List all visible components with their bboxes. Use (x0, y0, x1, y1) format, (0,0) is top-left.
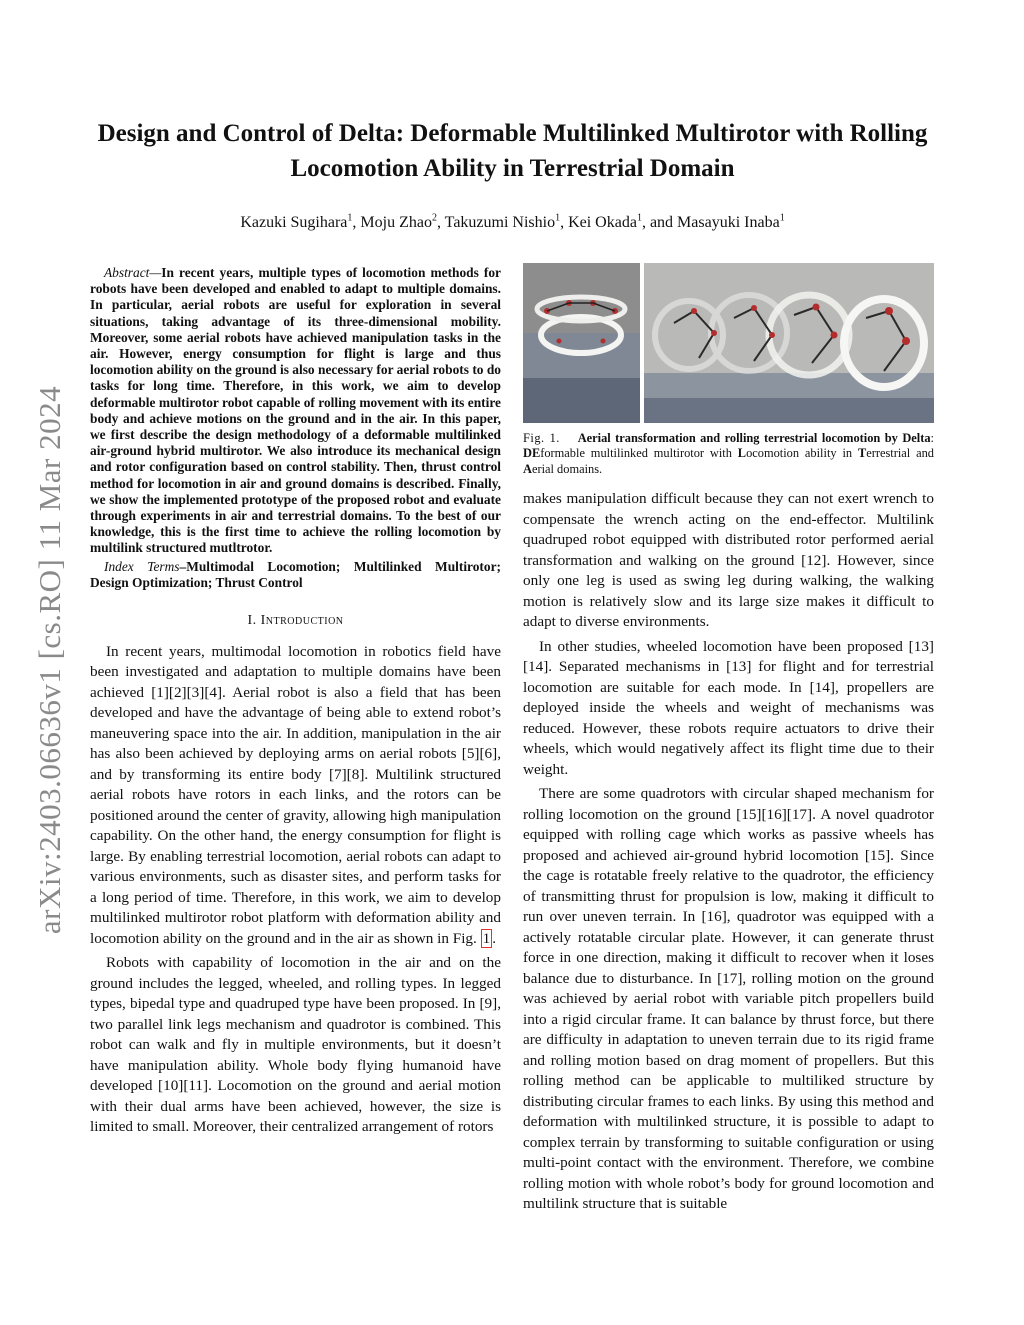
arxiv-identifier-text: arXiv:2403.06636v1 [cs.RO] 11 Mar 2024 (32, 385, 68, 935)
figure-label: Fig. 1. (523, 431, 560, 445)
right-column (523, 265, 934, 1219)
left-column (90, 265, 501, 1142)
intro-paragraph-2: Robots with capability of locomotion in the air and on the ground includes the legged, wheeled, and rolling types. In legged types, bipedal type and quadruped type have been proposed. In [9], two parallel link legs mechanism and quadrotor is combined. This robot can walk and fly in multiple environments, but it doesn’t have manipulation ability. Whole body flying humanoid have developed [10][11]. Locomotion on the ground and aerial motion with their dual arms have been achieved, however, the size is limited to small. Moreover, their centralized arrangement of rotors (90, 954, 501, 1136)
author: Takuzumi Nishio$^1$, (444, 213, 569, 232)
figure-1-caption: Fig. 1. Aerial transformation and rolling terrestrial locomotion by Delta: DEformable multilinked multirotor with Locomotion ability in Terrestrial and Aerial domains. (523, 431, 934, 476)
section-heading-introduction: I. Introduction (247, 613, 344, 629)
arxiv-identifier (28, 340, 72, 980)
abstract-text: In recent years, multiple types of locomotion methods for robots have been developed and enabled to adapt to multiple domains. In particular, aerial robots are useful for exploration in several situations, taking advantage of its three-dimensional mobility. Moreover, some aerial robots have achieved manipulation tasks in the air. However, energy consumption for flight is large and thus locomotion ability on the ground is also necessary for aerial robots to do tasks for long time. Therefore, in this work, we aim to develop deformable multirotor robot capable of rolling movement with its entire body and achieve motions on the ground and in the air. In this paper, we first describe the design methodology of a deformable multilinked air-ground hybrid multirotor. We also introduce its mechanical design and rotor configuration based on control stability. Then, thrust control method for locomotion in air and ground domains is described. Finally, we show the implemented prototype of the proposed robot and evaluate through experiments in air and terrestrial domains. To the best of our knowledge, this is the first time to achieve the rolling locomotion by multilink structured mutltrotor. (90, 265, 501, 556)
author: Masayuki Inaba$^1$ (677, 213, 785, 232)
author-list (90, 208, 935, 234)
rolling-robot-photo (644, 263, 934, 423)
right-paragraph-1: makes manipulation difficult because they can not exert wrench to compensate the wrench acting on the end-effector. Multilink quadruped robot equipped with distributed rotor performed aerial transformation and walking on the ground [12]. However, since only one leg is used as swing leg during walking, the walking motion is relatively slow and its large size makes it difficult to adapt to diverse environments. (523, 490, 934, 631)
intro-paragraph-1: In recent years, multimodal locomotion in robotics field have been investigated and adaptation to multiple domains have been achieved [1][2][3][4]. Aerial robot is also a field that has been developed and have the advantage of being able to extend robot’s maneuvering space into the air. In addition, manipulation in the air has also been achieved by deploying arms on aerial robots [5][6], and by transforming its entire body [7][8]. Multilink structured aerial robots have rotors in each links, and the rotors can be positioned around the center of gravity, allowing high manipulation capability. On the other hand, the energy consumption for flight is large. By enabling terrestrial locomotion, aerial robots can adapt to various environments, such as disaster sites, and perform tasks for a long period of time. Therefore, in this work, we aim to develop multilinked multirotor robot platform with deformation ability and locomotion ability on the ground and in the air as shown in Fig. 1 . (90, 642, 501, 947)
figure-photo-aerial (523, 263, 640, 423)
abstract (90, 265, 501, 557)
author: Moju Zhao$^2$, (360, 213, 445, 232)
abstract-label: Abstract— (104, 265, 162, 280)
aerial-robot-photo (523, 263, 640, 423)
index-terms-text: –Multimodal Locomotion; Multilinked Multirotor; Design Optimization; Thrust Control (90, 558, 501, 590)
index-terms-label: Index Terms (104, 558, 180, 574)
paper-title: Design and Control of Delta: Deformable Multilinked Multirotor with Rolling Locomotion Ability in Terrestrial Domain (97, 120, 928, 182)
figure-1-link[interactable]: 1 (482, 929, 491, 947)
index-terms (90, 559, 501, 591)
right-paragraph-2: In other studies, wheeled locomotion have been proposed [13][14]. Separated mechanisms in [13] for flight and for terrestrial locomotion are suitable for each mode. In [14], propellers are deployed inside the wheels and weight of mechanisms was reduced. However, these robots require actuators to drive their wheels, which would negatively affect its flight time due to their weight. (523, 637, 934, 778)
author: Kazuki Sugihara$^1$, (240, 213, 361, 232)
right-paragraph-3: There are some quadrotors with circular shaped mechanism for rolling locomotion on the ground [15][16][17]. A novel quadrotor equipped with rolling cage which works as passive wheels has proposed and achieved air-ground hybrid locomotion [15]. Since the cage is rotatable freely relative to the quadrotor, the efficiency of transmitting thrust for propulsion is low, making it difficult to run over uneven terrain. In [16], quadrotor was equipped with a actively rotatable circular plate. However, it can generate thrust force in one direction, making it difficult to recover when it loses balance due to disturbance. In [17], rolling motion on the ground was achieved by aerial robot with variable pitch propellers build into a rigid circular frame. It can balance by thrust force, but there are difficulty in adaptation to uneven terrain due to its rigid frame and rolling motion based on drag moment of propellers. But this rolling method can be applicable to multiliked structure by distributing circular frames to each links. By using this method and deformation with multilinked structure, it is possible to adapt to complex terrain by transforming to suitable configuration or using multi-point contact with the environment. Therefore, we combine rolling motion with whole robot’s body for ground locomotion and multilink structure that is suitable (523, 785, 934, 1213)
figure-1-images (523, 263, 934, 423)
author: Kei Okada$^1$, and (568, 213, 678, 232)
figure-photo-rolling (644, 263, 934, 423)
